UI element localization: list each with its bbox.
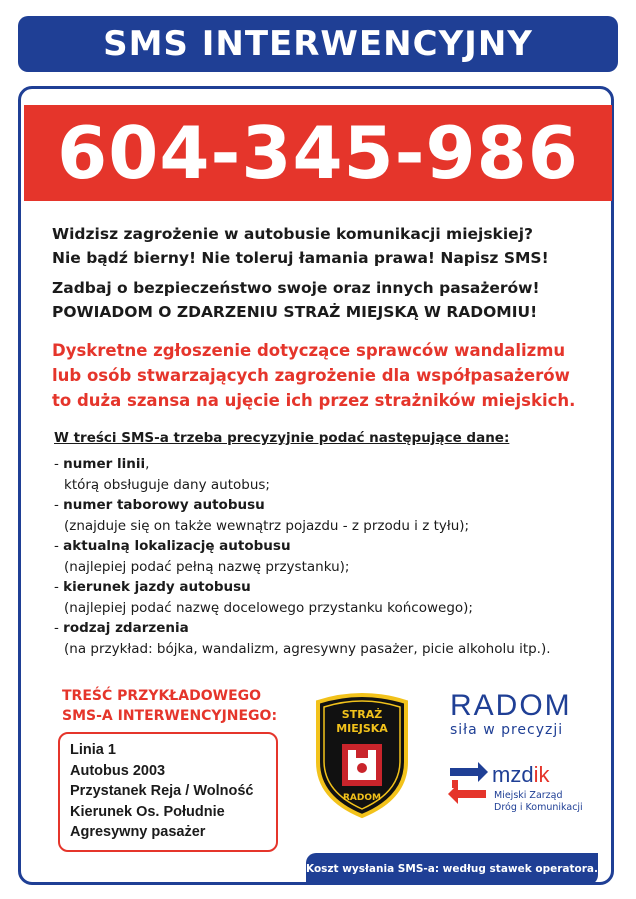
mzdik-logo-word: mzdik — [492, 762, 550, 787]
example-line: Kierunek Os. Południe — [70, 803, 225, 820]
phone-number: 604-345-986 — [24, 105, 612, 201]
text-line: Widzisz zagrożenie w autobusie komunikacji miejskiej? — [52, 225, 533, 243]
intro-paragraph — [52, 222, 602, 270]
list-item-note: którą obsługuje dany autobus; — [64, 476, 270, 493]
list-item: - aktualną lokalizację autobusu — [54, 538, 291, 554]
mzdik-logo-subtitle: Miejski Zarząd Dróg i Komunikacji — [494, 790, 583, 813]
text-line: TREŚĆ PRZYKŁADOWEGO — [62, 688, 262, 704]
required-data-list — [54, 454, 614, 659]
red-notice-paragraph — [52, 338, 612, 413]
badge-middle-text: MIEJSKA — [336, 722, 388, 735]
example-line: Linia 1 — [70, 742, 116, 758]
example-title — [62, 686, 277, 726]
mzdik-logo — [448, 760, 598, 820]
badge-top-text: STRAŻ — [341, 708, 383, 721]
city-guard-badge-icon — [312, 690, 412, 820]
poster-title: SMS INTERWENCYJNY — [18, 16, 618, 72]
list-item-note: (znajduje się on także wewnątrz pojazdu - z przodu i z tyłu); — [64, 517, 470, 534]
badge-bottom-text: RADOM — [343, 793, 381, 803]
radom-logo — [450, 690, 590, 738]
cost-note: Koszt wysłania SMS-a: według stawek operatora. — [306, 853, 598, 885]
example-line: Autobus 2003 — [70, 762, 166, 779]
text-line: SMS-A INTERWENCYJNEGO: — [62, 708, 278, 724]
radom-logo-tagline: siła w precyzji — [450, 722, 564, 738]
text-line: to duża szansa na ujęcie ich przez strażników miejskich. — [52, 391, 576, 410]
list-item: - kierunek jazdy autobusu — [54, 579, 251, 595]
text-line: lub osób stwarzających zagrożenie dla współpasażerów — [52, 366, 570, 385]
example-line: Przystanek Reja / Wolność — [70, 783, 254, 799]
example-sms-box — [58, 732, 278, 852]
text-line: Dyskretne zgłoszenie dotyczące sprawców wandalizmu — [52, 341, 566, 360]
list-item-note: (na przykład: bójka, wandalizm, agresywny pasażer, picie alkoholu itp.). — [64, 640, 551, 657]
list-item-note: (najlepiej podać nazwę docelowego przystanku końcowego); — [64, 599, 473, 616]
text-line: POWIADOM O ZDARZENIU STRAŻ MIEJSKĄ W RADOMIU! — [52, 303, 538, 321]
text-line: Zadbaj o bezpieczeństwo swoje oraz innych pasażerów! — [52, 279, 540, 297]
list-item: - numer linii, — [54, 456, 150, 472]
list-item-note: (najlepiej podać pełną nazwę przystanku); — [64, 558, 350, 575]
call-to-action-paragraph — [52, 276, 602, 324]
list-item: - rodzaj zdarzenia — [54, 620, 189, 636]
example-line: Agresywny pasażer — [70, 824, 206, 840]
mzdik-arrows-icon — [448, 760, 488, 810]
list-heading: W treści SMS-a trzeba precyzyjnie podać następujące dane: — [54, 430, 510, 446]
list-item: - numer taborowy autobusu — [54, 497, 265, 513]
radom-logo-word: RADOM — [450, 689, 572, 722]
text-line: Nie bądź bierny! Nie toleruj łamania prawa! Napisz SMS! — [52, 249, 549, 267]
